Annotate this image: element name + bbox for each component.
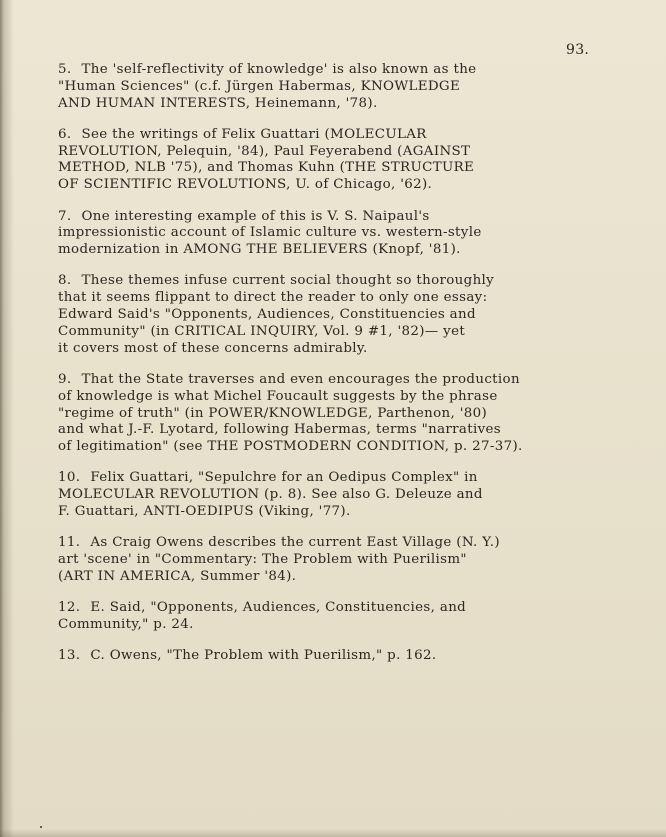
endnote-number: 13.: [58, 648, 81, 664]
endnote-text: The 'self-reflectivity of knowledge' is also known as the "Human Sciences" (c.f. Jürgen Habermas, KNOWLEDGE AND HUMAN INTERESTS, Heinemann, '78).: [58, 62, 477, 111]
endnote-text: As Craig Owens describes the current East Village (N. Y.) art 'scene' in "Commentary: The Problem with Puerilism" (ART IN AMERICA, Summer '84).: [58, 535, 500, 584]
endnote-6: [58, 127, 604, 194]
endnote-number: 11.: [58, 535, 81, 551]
endnote-number: 9.: [58, 371, 72, 387]
endnote-text: These themes infuse current social thought so thoroughly that it seems flippant to direct the reader to only one essay: Edward Said's "Opponents, Audiences, Constituencies and Community" (in CRITICAL INQUIRY, Vol. 9 #1, '82)— yet it covers most of these concerns admirably.: [58, 273, 495, 356]
endnote-text: See the writings of Felix Guattari (MOLECULAR REVOLUTION, Pelequin, '84), Paul Feyerabend (AGAINST METHOD, NLB '75), and Thomas Kuhn (THE STRUCTURE OF SCIENTIFIC REVOLUTIONS, U. of Chicago, '62).: [58, 126, 475, 193]
endnote-12: [58, 600, 604, 634]
endnote-text: One interesting example of this is V. S. Naipaul's impressionistic account of Islamic culture vs. western-style modernization in AMONG THE BELIEVERS (Knopf, '81).: [58, 208, 482, 258]
endnote-text: C. Owens, "The Problem with Puerilism," p. 162.: [90, 648, 437, 664]
endnote-13: [58, 648, 604, 665]
page-bottom-edge: [0, 829, 666, 837]
endnote-9: [58, 372, 604, 456]
endnote-number: 6.: [58, 126, 72, 142]
endnote-10: [58, 470, 604, 520]
endnote-5: [58, 62, 604, 112]
endnote-7: [58, 209, 604, 259]
endnote-8: [58, 273, 604, 357]
endnote-text: Felix Guattari, "Sepulchre for an Oedipus Complex" in MOLECULAR REVOLUTION (p. 8). See also G. Deleuze and F. Guattari, ANTI-OEDIPUS (Viking, '77).: [58, 470, 483, 520]
endnote-number: 5.: [58, 62, 72, 77]
page-number: 93.: [566, 42, 590, 58]
endnote-number: 12.: [58, 600, 81, 616]
endnote-11: [58, 535, 604, 585]
ink-speck: [40, 826, 42, 828]
endnote-text: E. Said, "Opponents, Audiences, Constituencies, and Community," p. 24.: [58, 600, 467, 633]
endnote-number: 8.: [58, 273, 72, 289]
endnote-number: 10.: [58, 470, 81, 486]
endnote-text: That the State traverses and even encourages the production of knowledge is what Michel Foucault suggests by the phrase "regime of truth" (in POWER/KNOWLEDGE, Parthenon, '80) and what J.-F. Lyotard, following Habermas, terms "narratives of legitimation" (see THE POSTMODERN CONDITION, p. 27-37).: [58, 371, 523, 455]
endnote-number: 7.: [58, 208, 72, 224]
endnotes-list: [58, 62, 604, 665]
